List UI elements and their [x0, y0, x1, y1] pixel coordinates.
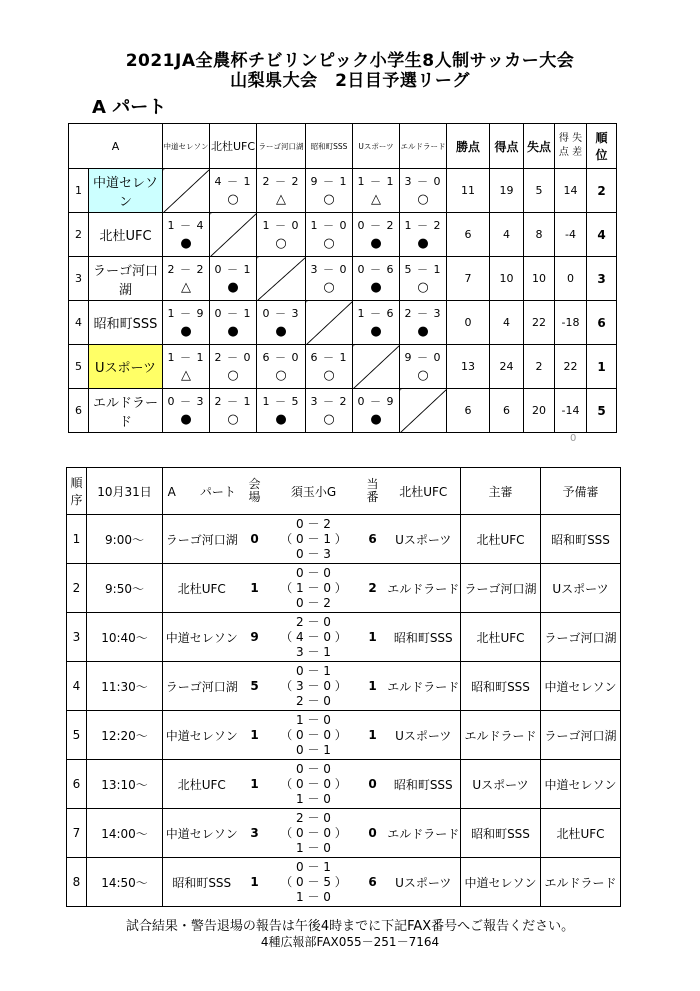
goals-against: 10	[524, 257, 555, 301]
match-result-cell	[400, 301, 447, 345]
league-row	[69, 169, 617, 213]
col-team-6: エルドラード	[400, 124, 447, 169]
match-score: 6 － 1	[310, 350, 348, 364]
match-order: 7	[67, 809, 87, 858]
match-score: 1 － 9	[167, 306, 205, 320]
match-result-cell	[257, 345, 306, 389]
match-score: 1 － 4	[167, 218, 205, 232]
match-time: 13:10～	[87, 760, 163, 809]
home-score: 1	[241, 760, 269, 809]
away-score: 6	[359, 858, 387, 907]
match-result-cell	[210, 345, 257, 389]
match-row	[67, 662, 621, 711]
first-half-score: 1 － 0	[296, 712, 331, 727]
col-team-1: 中道セレソン	[163, 124, 210, 169]
match-result-cell	[163, 257, 210, 301]
footer-fax: 4種広報部FAX055－251－7164	[260, 935, 440, 949]
match-time: 11:30～	[87, 662, 163, 711]
second-half-score: 0 － 2	[296, 595, 331, 610]
result-mark-icon: ●	[275, 411, 287, 427]
match-score: 0 － 1	[214, 262, 252, 276]
win-points: 11	[447, 169, 490, 213]
duty-label-1: 当	[366, 477, 379, 491]
match-result-cell	[257, 389, 306, 433]
match-result-cell	[163, 389, 210, 433]
result-mark-icon: ○	[417, 367, 429, 383]
match-row	[67, 711, 621, 760]
home-score: 0	[241, 515, 269, 564]
match-result-cell	[353, 301, 400, 345]
match-score: 0 － 3	[262, 306, 300, 320]
match-result-cell	[353, 213, 400, 257]
half-scores	[269, 515, 359, 564]
match-score: 2 － 2	[167, 262, 205, 276]
halftime-score: （ 0 － 5 ）	[280, 874, 347, 889]
match-score: 9 － 0	[404, 350, 442, 364]
reserve-referee: ラーゴ河口湖	[541, 711, 621, 760]
home-team: 中道セレソン	[163, 809, 241, 858]
result-mark-icon: ●	[370, 411, 382, 427]
result-mark-icon: ○	[417, 279, 429, 295]
result-mark-icon: ○	[323, 367, 335, 383]
match-result-cell	[257, 169, 306, 213]
match-result-cell	[306, 257, 353, 301]
self-match-cell	[257, 257, 306, 301]
goals-for: 19	[490, 169, 524, 213]
rank: 5	[587, 389, 617, 433]
halftime-score: （ 4 － 0 ）	[280, 629, 347, 644]
match-score: 6 － 0	[262, 350, 300, 364]
match-result-cell	[210, 389, 257, 433]
home-score: 1	[241, 711, 269, 760]
col-rank	[587, 124, 617, 169]
match-score: 1 － 5	[262, 394, 300, 408]
reserve-referee: エルドラード	[541, 858, 621, 907]
result-mark-icon: ○	[275, 235, 287, 251]
match-order: 8	[67, 858, 87, 907]
match-row	[67, 613, 621, 662]
match-score: 0 － 1	[214, 306, 252, 320]
venue-label	[241, 468, 269, 515]
schedule-table	[66, 467, 621, 907]
away-team: Uスポーツ	[387, 515, 461, 564]
result-mark-icon: ●	[417, 235, 429, 251]
goals-against: 2	[524, 345, 555, 389]
rank: 6	[587, 301, 617, 345]
match-result-cell	[210, 169, 257, 213]
result-mark-icon: ○	[227, 367, 239, 383]
match-score: 3 － 2	[310, 394, 348, 408]
match-time: 12:20～	[87, 711, 163, 760]
reserve-referee: 北杜UFC	[541, 809, 621, 858]
match-score: 5 － 1	[404, 262, 442, 276]
row-number: 2	[69, 213, 89, 257]
match-order: 1	[67, 515, 87, 564]
away-team: エルドラード	[387, 809, 461, 858]
home-team: 昭和町SSS	[163, 858, 241, 907]
home-score: 1	[241, 858, 269, 907]
half-scores	[269, 760, 359, 809]
row-number: 3	[69, 257, 89, 301]
footer-notice: 試合結果・警告退場の報告は午後4時までに下記FAX番号へご報告ください。	[125, 919, 575, 934]
referee: 昭和町SSS	[461, 809, 541, 858]
away-score: 1	[359, 711, 387, 760]
away-score: 2	[359, 564, 387, 613]
match-score: 4 － 1	[214, 174, 252, 188]
match-time: 9:50～	[87, 564, 163, 613]
result-mark-icon: ●	[180, 323, 192, 339]
first-half-score: 0 － 0	[296, 565, 331, 580]
col-team-4: 昭和町SSS	[306, 124, 353, 169]
part-title: A パート	[92, 97, 167, 118]
match-time: 14:00～	[87, 809, 163, 858]
row-team-name: 昭和町SSS	[89, 301, 163, 345]
goal-diff: 22	[555, 345, 587, 389]
second-half-score: 0 － 3	[296, 546, 331, 561]
match-result-cell	[306, 345, 353, 389]
result-mark-icon: ○	[323, 279, 335, 295]
self-match-cell	[306, 301, 353, 345]
match-score: 1 － 1	[357, 174, 395, 188]
away-score: 6	[359, 515, 387, 564]
result-mark-icon: ●	[370, 323, 382, 339]
home-team: 北杜UFC	[163, 760, 241, 809]
half-scores	[269, 711, 359, 760]
win-points: 6	[447, 389, 490, 433]
match-result-cell	[257, 301, 306, 345]
duty-team: 北杜UFC	[387, 468, 461, 515]
away-score: 1	[359, 613, 387, 662]
away-team: 昭和町SSS	[387, 760, 461, 809]
goals-for: 4	[490, 301, 524, 345]
row-team-name: ラーゴ河口湖	[89, 257, 163, 301]
match-score: 2 － 3	[404, 306, 442, 320]
halftime-score: （ 0 － 0 ）	[280, 776, 347, 791]
match-result-cell	[400, 257, 447, 301]
match-score: 1 － 0	[262, 218, 300, 232]
date-header: 10月31日	[87, 468, 163, 515]
result-mark-icon: ○	[323, 191, 335, 207]
first-half-score: 0 － 0	[296, 761, 331, 776]
goal-diff: -14	[555, 389, 587, 433]
reserve-referee: 中道セレソン	[541, 760, 621, 809]
stray-zero: 0	[570, 433, 577, 444]
match-score: 3 － 0	[310, 262, 348, 276]
result-mark-icon: △	[371, 191, 381, 207]
match-result-cell	[210, 301, 257, 345]
first-half-score: 2 － 0	[296, 810, 331, 825]
match-time: 10:40～	[87, 613, 163, 662]
reserve-referee: 昭和町SSS	[541, 515, 621, 564]
second-half-score: 1 － 0	[296, 889, 331, 904]
match-score: 0 － 6	[357, 262, 395, 276]
match-time: 14:50～	[87, 858, 163, 907]
goal-diff: 0	[555, 257, 587, 301]
row-team-name: 中道セレソン	[89, 169, 163, 213]
match-row	[67, 858, 621, 907]
away-score: 1	[359, 662, 387, 711]
self-match-cell	[163, 169, 210, 213]
rank: 2	[587, 169, 617, 213]
referee: ラーゴ河口湖	[461, 564, 541, 613]
result-mark-icon: ○	[417, 191, 429, 207]
reserve-referee: 中道セレソン	[541, 662, 621, 711]
half-scores	[269, 858, 359, 907]
row-team-name: Uスポーツ	[89, 345, 163, 389]
match-score: 2 － 1	[214, 394, 252, 408]
match-score: 0 － 2	[357, 218, 395, 232]
win-points: 6	[447, 213, 490, 257]
home-team: 北杜UFC	[163, 564, 241, 613]
half-scores	[269, 613, 359, 662]
result-mark-icon: ○	[323, 235, 335, 251]
referee-header: 主審	[461, 468, 541, 515]
col-goal-diff-bottom: 点 差	[558, 147, 583, 158]
match-result-cell	[353, 257, 400, 301]
match-result-cell	[257, 213, 306, 257]
match-time: 9:00～	[87, 515, 163, 564]
match-score: 3 － 0	[404, 174, 442, 188]
duty-label-2: 番	[366, 490, 379, 504]
document-subtitle: 山梨県大会 2日目予選リーグ	[230, 71, 470, 91]
goals-against: 8	[524, 213, 555, 257]
result-mark-icon: ●	[180, 411, 192, 427]
home-score: 9	[241, 613, 269, 662]
result-mark-icon: △	[181, 367, 191, 383]
col-goal-diff-top: 得 失	[558, 133, 583, 144]
match-result-cell	[163, 213, 210, 257]
win-points: 13	[447, 345, 490, 389]
goal-diff: 14	[555, 169, 587, 213]
referee: エルドラード	[461, 711, 541, 760]
reserve-referee: Uスポーツ	[541, 564, 621, 613]
match-order: 5	[67, 711, 87, 760]
referee: Uスポーツ	[461, 760, 541, 809]
match-order: 2	[67, 564, 87, 613]
match-order: 4	[67, 662, 87, 711]
goals-against: 20	[524, 389, 555, 433]
schedule-header-row	[67, 468, 621, 515]
home-team: 中道セレソン	[163, 613, 241, 662]
goal-diff: -18	[555, 301, 587, 345]
second-half-score: 3 － 1	[296, 644, 331, 659]
league-row	[69, 213, 617, 257]
col-rank-bottom: 位	[595, 148, 608, 162]
row-number: 4	[69, 301, 89, 345]
second-half-score: 0 － 1	[296, 742, 331, 757]
away-score: 0	[359, 809, 387, 858]
home-team: ラーゴ河口湖	[163, 515, 241, 564]
result-mark-icon: ●	[227, 279, 239, 295]
half-scores	[269, 564, 359, 613]
col-goal-diff	[555, 124, 587, 169]
away-team: Uスポーツ	[387, 858, 461, 907]
result-mark-icon: ●	[417, 323, 429, 339]
match-score: 1 － 2	[404, 218, 442, 232]
result-mark-icon: ○	[323, 411, 335, 427]
duty-label	[359, 468, 387, 515]
document-title: 2021JA全農杯チビリンピック小学生8人制サッカー大会	[125, 51, 575, 71]
venue-label-1: 会	[248, 477, 261, 491]
match-result-cell	[306, 169, 353, 213]
away-team: エルドラード	[387, 564, 461, 613]
col-win-points: 勝点	[447, 124, 490, 169]
match-result-cell	[353, 169, 400, 213]
referee: 中道セレソン	[461, 858, 541, 907]
reserve-header: 予備審	[541, 468, 621, 515]
result-mark-icon: △	[276, 191, 286, 207]
match-row	[67, 809, 621, 858]
league-row	[69, 257, 617, 301]
venue-label-2: 場	[248, 490, 261, 504]
league-header-row	[69, 124, 617, 169]
match-score: 2 － 0	[214, 350, 252, 364]
match-result-cell	[306, 389, 353, 433]
match-row	[67, 564, 621, 613]
match-result-cell	[163, 301, 210, 345]
rank: 1	[587, 345, 617, 389]
result-mark-icon: ○	[227, 411, 239, 427]
referee: 昭和町SSS	[461, 662, 541, 711]
match-result-cell	[306, 213, 353, 257]
match-result-cell	[400, 213, 447, 257]
half-scores	[269, 809, 359, 858]
home-team: 中道セレソン	[163, 711, 241, 760]
halftime-score: （ 0 － 0 ）	[280, 825, 347, 840]
second-half-score: 1 － 0	[296, 840, 331, 855]
referee: 北杜UFC	[461, 613, 541, 662]
league-row	[69, 389, 617, 433]
halftime-score: （ 3 － 0 ）	[280, 678, 347, 693]
away-team: エルドラード	[387, 662, 461, 711]
goals-for: 4	[490, 213, 524, 257]
match-row	[67, 515, 621, 564]
home-score: 1	[241, 564, 269, 613]
second-half-score: 2 － 0	[296, 693, 331, 708]
result-mark-icon: ●	[370, 235, 382, 251]
order-header: 順序	[67, 468, 87, 515]
goals-against: 22	[524, 301, 555, 345]
result-mark-icon: ●	[227, 323, 239, 339]
goals-for: 6	[490, 389, 524, 433]
rank: 4	[587, 213, 617, 257]
row-number: 1	[69, 169, 89, 213]
first-half-score: 0 － 2	[296, 516, 331, 531]
venue-name: 須玉小G	[269, 468, 359, 515]
result-mark-icon: ○	[275, 367, 287, 383]
league-table	[68, 123, 617, 433]
home-score: 5	[241, 662, 269, 711]
match-score: 2 － 2	[262, 174, 300, 188]
halftime-score: （ 1 － 0 ）	[280, 580, 347, 595]
match-result-cell	[353, 389, 400, 433]
self-match-cell	[210, 213, 257, 257]
league-row	[69, 345, 617, 389]
match-score: 0 － 3	[167, 394, 205, 408]
col-team-2: 北杜UFC	[210, 124, 257, 169]
match-score: 9 － 1	[310, 174, 348, 188]
col-team-3: ラーゴ河口湖	[257, 124, 306, 169]
first-half-score: 2 － 0	[296, 614, 331, 629]
result-mark-icon: △	[181, 279, 191, 295]
part-header: A パート	[163, 468, 241, 515]
away-score: 0	[359, 760, 387, 809]
col-goals-for: 得点	[490, 124, 524, 169]
reserve-referee: ラーゴ河口湖	[541, 613, 621, 662]
home-team: ラーゴ河口湖	[163, 662, 241, 711]
row-number: 6	[69, 389, 89, 433]
col-goals-against: 失点	[524, 124, 555, 169]
match-score: 1 － 0	[310, 218, 348, 232]
row-team-name: 北杜UFC	[89, 213, 163, 257]
self-match-cell	[353, 345, 400, 389]
away-team: 昭和町SSS	[387, 613, 461, 662]
league-row	[69, 301, 617, 345]
win-points: 7	[447, 257, 490, 301]
match-result-cell	[400, 345, 447, 389]
result-mark-icon: ●	[370, 279, 382, 295]
match-order: 6	[67, 760, 87, 809]
result-mark-icon: ●	[180, 235, 192, 251]
row-team-name: エルドラード	[89, 389, 163, 433]
match-result-cell	[210, 257, 257, 301]
win-points: 0	[447, 301, 490, 345]
first-half-score: 0 － 1	[296, 663, 331, 678]
halftime-score: （ 0 － 0 ）	[280, 727, 347, 742]
first-half-score: 0 － 1	[296, 859, 331, 874]
result-mark-icon: ○	[227, 191, 239, 207]
halftime-score: （ 0 － 1 ）	[280, 531, 347, 546]
match-order: 3	[67, 613, 87, 662]
referee: 北杜UFC	[461, 515, 541, 564]
goal-diff: -4	[555, 213, 587, 257]
col-team-5: Uスポーツ	[353, 124, 400, 169]
self-match-cell	[400, 389, 447, 433]
match-result-cell	[163, 345, 210, 389]
goals-for: 10	[490, 257, 524, 301]
match-score: 1 － 1	[167, 350, 205, 364]
rank: 3	[587, 257, 617, 301]
match-score: 0 － 9	[357, 394, 395, 408]
match-score: 1 － 6	[357, 306, 395, 320]
goals-against: 5	[524, 169, 555, 213]
league-corner: A	[69, 124, 163, 169]
half-scores	[269, 662, 359, 711]
match-row	[67, 760, 621, 809]
home-score: 3	[241, 809, 269, 858]
match-result-cell	[400, 169, 447, 213]
row-number: 5	[69, 345, 89, 389]
away-team: Uスポーツ	[387, 711, 461, 760]
col-rank-top: 順	[595, 131, 608, 145]
goals-for: 24	[490, 345, 524, 389]
second-half-score: 1 － 0	[296, 791, 331, 806]
result-mark-icon: ●	[275, 323, 287, 339]
